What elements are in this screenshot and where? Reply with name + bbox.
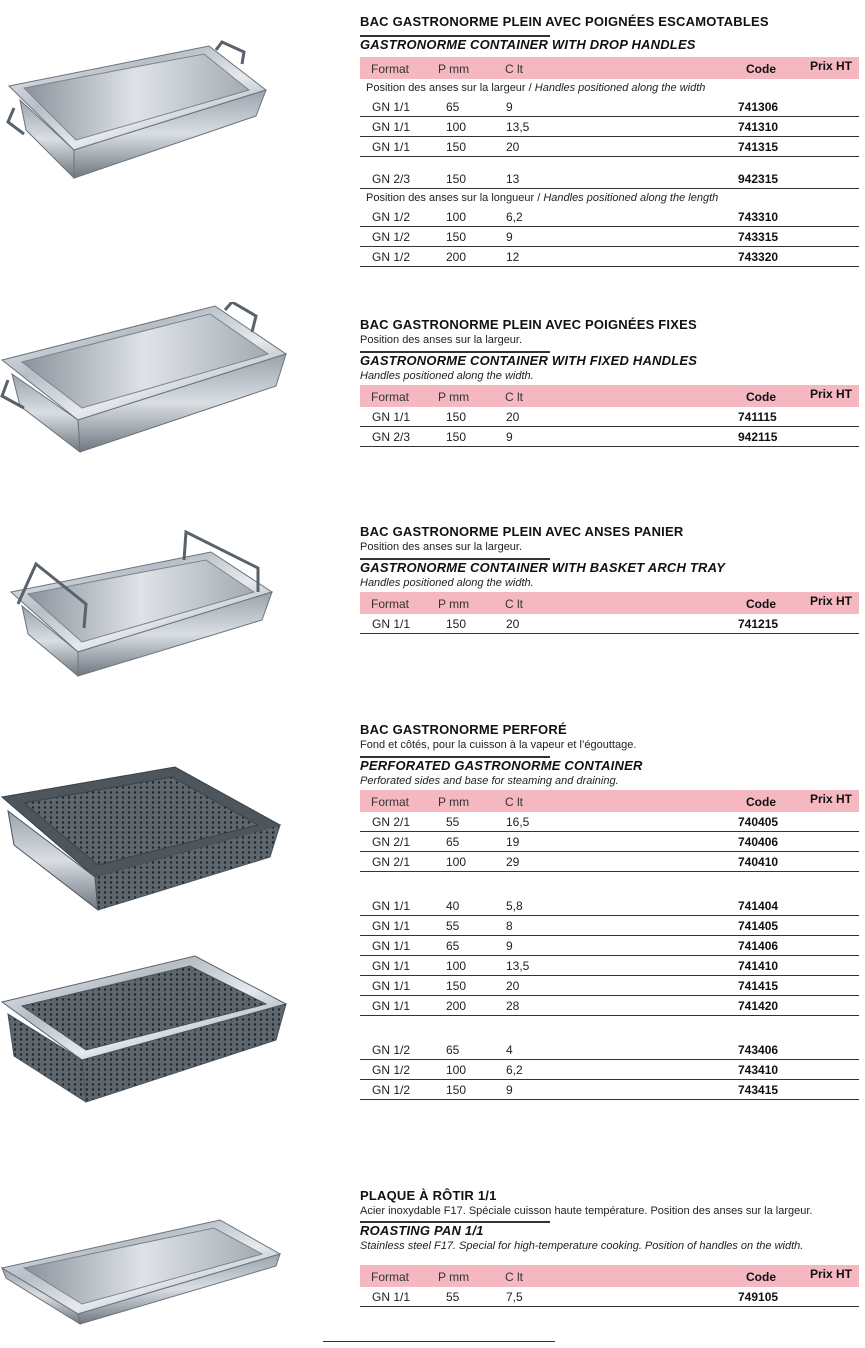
cell-p: 200 — [446, 250, 467, 264]
cell-p: 150 — [446, 410, 467, 424]
table-row — [360, 1287, 859, 1307]
handles-note: Position des anses sur la longueur / Handles positioned along the length — [366, 192, 719, 204]
section-title-fr: BAC GASTRONORME PERFORÉ — [360, 722, 567, 737]
section-title-en: ROASTING PAN 1/1 — [360, 1221, 550, 1239]
group-spacer — [360, 1016, 859, 1040]
cell-format: GN 2/3 — [372, 172, 411, 186]
header-format: Format — [371, 597, 410, 611]
table-row — [360, 427, 859, 447]
table-rows — [360, 896, 859, 1016]
cell-code: 741115 — [738, 410, 777, 424]
table-header — [360, 790, 859, 812]
cell-code: 743315 — [738, 230, 779, 244]
table-row — [360, 227, 859, 247]
cell-format: GN 1/1 — [372, 120, 411, 134]
cell-code: 741406 — [738, 939, 779, 953]
table-row — [360, 956, 859, 976]
cell-cl: 16,5 — [506, 815, 530, 829]
cell-p: 100 — [446, 855, 467, 869]
cell-code: 741215 — [738, 617, 779, 631]
table-row — [360, 97, 859, 117]
cell-format: GN 2/3 — [372, 430, 411, 444]
header-prix: Prix HT — [810, 594, 853, 608]
cell-format: GN 1/1 — [372, 919, 411, 933]
cell-cl: 6,2 — [506, 210, 523, 224]
cell-code: 743415 — [738, 1083, 779, 1097]
group-spacer — [360, 157, 859, 169]
section-desc-fr: Fond et côtés, pour la cuisson à la vapeur et l’égouttage. — [360, 739, 637, 751]
table-row — [360, 896, 859, 916]
cell-p: 100 — [446, 120, 467, 134]
table-header — [360, 57, 859, 79]
table-rows — [360, 1287, 859, 1307]
cell-cl: 20 — [506, 617, 520, 631]
section-title-fr: BAC GASTRONORME PLEIN AVEC POIGNÉES ESCAMOTABLES — [360, 14, 769, 29]
section-basket-arch — [360, 524, 859, 634]
roasting-pan-image — [0, 1210, 284, 1328]
header-cl: C lt — [505, 390, 523, 404]
cell-code: 740406 — [738, 835, 779, 849]
header-prix: Prix HT — [810, 387, 853, 401]
header-code: Code — [746, 795, 776, 809]
cell-code: 942115 — [738, 430, 778, 444]
cell-format: GN 1/2 — [372, 1043, 411, 1057]
header-format: Format — [371, 62, 410, 76]
section-drop-handles — [360, 14, 859, 267]
group-spacer — [360, 872, 859, 896]
cell-cl: 20 — [506, 410, 520, 424]
header-prix: Prix HT — [810, 792, 853, 806]
table-row — [360, 169, 859, 189]
cell-cl: 12 — [506, 250, 520, 264]
section-desc-en: Perforated sides and base for steaming and draining. — [360, 775, 619, 787]
cell-cl: 9 — [506, 1083, 513, 1097]
section-title-fr: BAC GASTRONORME PLEIN AVEC ANSES PANIER — [360, 524, 684, 539]
cell-code: 743406 — [738, 1043, 779, 1057]
cell-format: GN 1/1 — [372, 140, 411, 154]
cell-cl: 20 — [506, 979, 520, 993]
cell-p: 65 — [446, 1043, 460, 1057]
table-row — [360, 137, 859, 157]
table-rows — [360, 614, 859, 634]
header-cl: C lt — [505, 1270, 523, 1284]
cell-p: 150 — [446, 617, 467, 631]
cell-cl: 9 — [506, 230, 513, 244]
header-p: P mm — [438, 1270, 470, 1284]
section-title-en: GASTRONORME CONTAINER WITH FIXED HANDLES — [360, 353, 698, 368]
header-p: P mm — [438, 62, 470, 76]
cell-code: 741404 — [738, 899, 779, 913]
table-row — [360, 916, 859, 936]
cell-cl: 20 — [506, 140, 520, 154]
section-desc-en: Stainless steel F17. Special for high-temperature cooking. Position of handles on the width. — [360, 1240, 804, 1252]
cell-format: GN 1/1 — [372, 1290, 411, 1304]
cell-format: GN 1/1 — [372, 939, 411, 953]
cell-p: 150 — [446, 979, 467, 993]
cell-format: GN 2/1 — [372, 855, 411, 869]
cell-cl: 13,5 — [506, 120, 530, 134]
cell-code: 743410 — [738, 1063, 779, 1077]
cell-code: 740405 — [738, 815, 779, 829]
cell-cl: 29 — [506, 855, 520, 869]
cell-format: GN 1/1 — [372, 617, 411, 631]
table-row — [360, 812, 859, 832]
cell-p: 55 — [446, 815, 460, 829]
section-title-en: GASTRONORME CONTAINER WITH DROP HANDLES — [360, 37, 696, 52]
cell-format: GN 1/2 — [372, 210, 411, 224]
cell-code: 741315 — [738, 140, 779, 154]
cell-cl: 9 — [506, 939, 513, 953]
section-perforated — [360, 722, 859, 1100]
section-fixed-handles — [360, 317, 859, 447]
cell-cl: 19 — [506, 835, 520, 849]
table-header — [360, 385, 859, 407]
table-row — [360, 976, 859, 996]
cell-code: 741405 — [738, 919, 779, 933]
table-row — [360, 1080, 859, 1100]
cell-format: GN 1/1 — [372, 899, 411, 913]
header-prix: Prix HT — [810, 59, 853, 73]
cell-cl: 8 — [506, 919, 513, 933]
cell-format: GN 1/1 — [372, 979, 411, 993]
cell-format: GN 1/2 — [372, 230, 411, 244]
section-title-en: PERFORATED GASTRONORME CONTAINER — [360, 758, 643, 773]
header-cl: C lt — [505, 795, 523, 809]
cell-code: 749105 — [738, 1290, 779, 1304]
section-desc-fr: Position des anses sur la largeur. — [360, 334, 523, 346]
cell-format: GN 1/2 — [372, 1063, 411, 1077]
cell-format: GN 1/1 — [372, 959, 411, 973]
cell-format: GN 1/1 — [372, 410, 411, 424]
table-rows — [360, 207, 859, 267]
header-cl: C lt — [505, 62, 523, 76]
cell-p: 65 — [446, 100, 460, 114]
cell-p: 65 — [446, 939, 460, 953]
cell-code: 741410 — [738, 959, 779, 973]
cell-cl: 6,2 — [506, 1063, 523, 1077]
cell-code: 741310 — [738, 120, 779, 134]
section-desc-fr: Position des anses sur la largeur. — [360, 541, 523, 553]
table-rows — [360, 1040, 859, 1100]
header-format: Format — [371, 390, 410, 404]
table-header — [360, 1265, 859, 1287]
cell-code: 743320 — [738, 250, 779, 264]
table-row — [360, 1040, 859, 1060]
table-row — [360, 247, 859, 267]
table-rows — [360, 407, 859, 447]
table-rows — [360, 97, 859, 189]
cell-code: 741415 — [738, 979, 779, 993]
table-row — [360, 832, 859, 852]
table-row — [360, 936, 859, 956]
cell-cl: 7,5 — [506, 1290, 523, 1304]
cell-p: 100 — [446, 1063, 467, 1077]
header-format: Format — [371, 1270, 410, 1284]
cell-p: 200 — [446, 999, 467, 1013]
header-cl: C lt — [505, 597, 523, 611]
cell-p: 150 — [446, 430, 467, 444]
cell-cl: 28 — [506, 999, 520, 1013]
cell-p: 100 — [446, 959, 467, 973]
cell-p: 150 — [446, 172, 467, 186]
table-rows — [360, 812, 859, 872]
table-row — [360, 614, 859, 634]
section-title-fr: PLAQUE À RÔTIR 1/1 — [360, 1188, 497, 1203]
section-desc-en: Handles positioned along the width. — [360, 370, 534, 382]
header-code: Code — [746, 390, 776, 404]
cell-cl: 9 — [506, 100, 513, 114]
cell-cl: 4 — [506, 1043, 513, 1057]
section-roasting-pan — [360, 1188, 859, 1307]
header-prix: Prix HT — [810, 1267, 853, 1281]
cell-format: GN 2/1 — [372, 815, 411, 829]
cell-code: 741306 — [738, 100, 779, 114]
cell-format: GN 1/1 — [372, 999, 411, 1013]
cell-p: 150 — [446, 1083, 467, 1097]
cell-p: 150 — [446, 140, 467, 154]
header-p: P mm — [438, 597, 470, 611]
cell-cl: 5,8 — [506, 899, 523, 913]
cell-p: 65 — [446, 835, 460, 849]
table-row — [360, 207, 859, 227]
table-row — [360, 1060, 859, 1080]
cell-cl: 13 — [506, 172, 520, 186]
cell-p: 150 — [446, 230, 467, 244]
container-basket-arch-image — [6, 530, 278, 680]
table-row — [360, 852, 859, 872]
header-code: Code — [746, 597, 776, 611]
header-format: Format — [371, 795, 410, 809]
cell-code: 942315 — [738, 172, 779, 186]
cell-code: 741420 — [738, 999, 779, 1013]
header-code: Code — [746, 1270, 776, 1284]
perforated-container-1-1-image — [0, 952, 290, 1107]
cell-p: 55 — [446, 919, 460, 933]
cell-cl: 13,5 — [506, 959, 530, 973]
cell-p: 100 — [446, 210, 467, 224]
cell-format: GN 1/2 — [372, 1083, 411, 1097]
cell-p: 40 — [446, 899, 460, 913]
header-p: P mm — [438, 390, 470, 404]
handles-note: Position des anses sur la largeur / Handles positioned along the width — [366, 82, 706, 94]
cell-cl: 9 — [506, 430, 513, 444]
table-row — [360, 117, 859, 137]
cell-format: GN 2/1 — [372, 835, 411, 849]
header-code: Code — [746, 62, 776, 76]
perforated-container-2-1-image — [0, 765, 284, 915]
container-drop-handles-image — [4, 38, 274, 188]
container-fixed-handles-image — [0, 302, 290, 457]
footer-rule — [323, 1341, 555, 1342]
section-desc-fr: Acier inoxydable F17. Spéciale cuisson haute température. Position des anses sur la largeur. — [360, 1205, 813, 1217]
table-row — [360, 996, 859, 1016]
header-p: P mm — [438, 795, 470, 809]
table-header — [360, 592, 859, 614]
cell-p: 55 — [446, 1290, 460, 1304]
section-title-en: GASTRONORME CONTAINER WITH BASKET ARCH TRAY — [360, 560, 726, 575]
cell-code: 743310 — [738, 210, 779, 224]
cell-format: GN 1/1 — [372, 100, 411, 114]
cell-format: GN 1/2 — [372, 250, 411, 264]
cell-code: 740410 — [738, 855, 779, 869]
table-row — [360, 407, 859, 427]
section-title-fr: BAC GASTRONORME PLEIN AVEC POIGNÉES FIXES — [360, 317, 697, 332]
section-desc-en: Handles positioned along the width. — [360, 577, 534, 589]
